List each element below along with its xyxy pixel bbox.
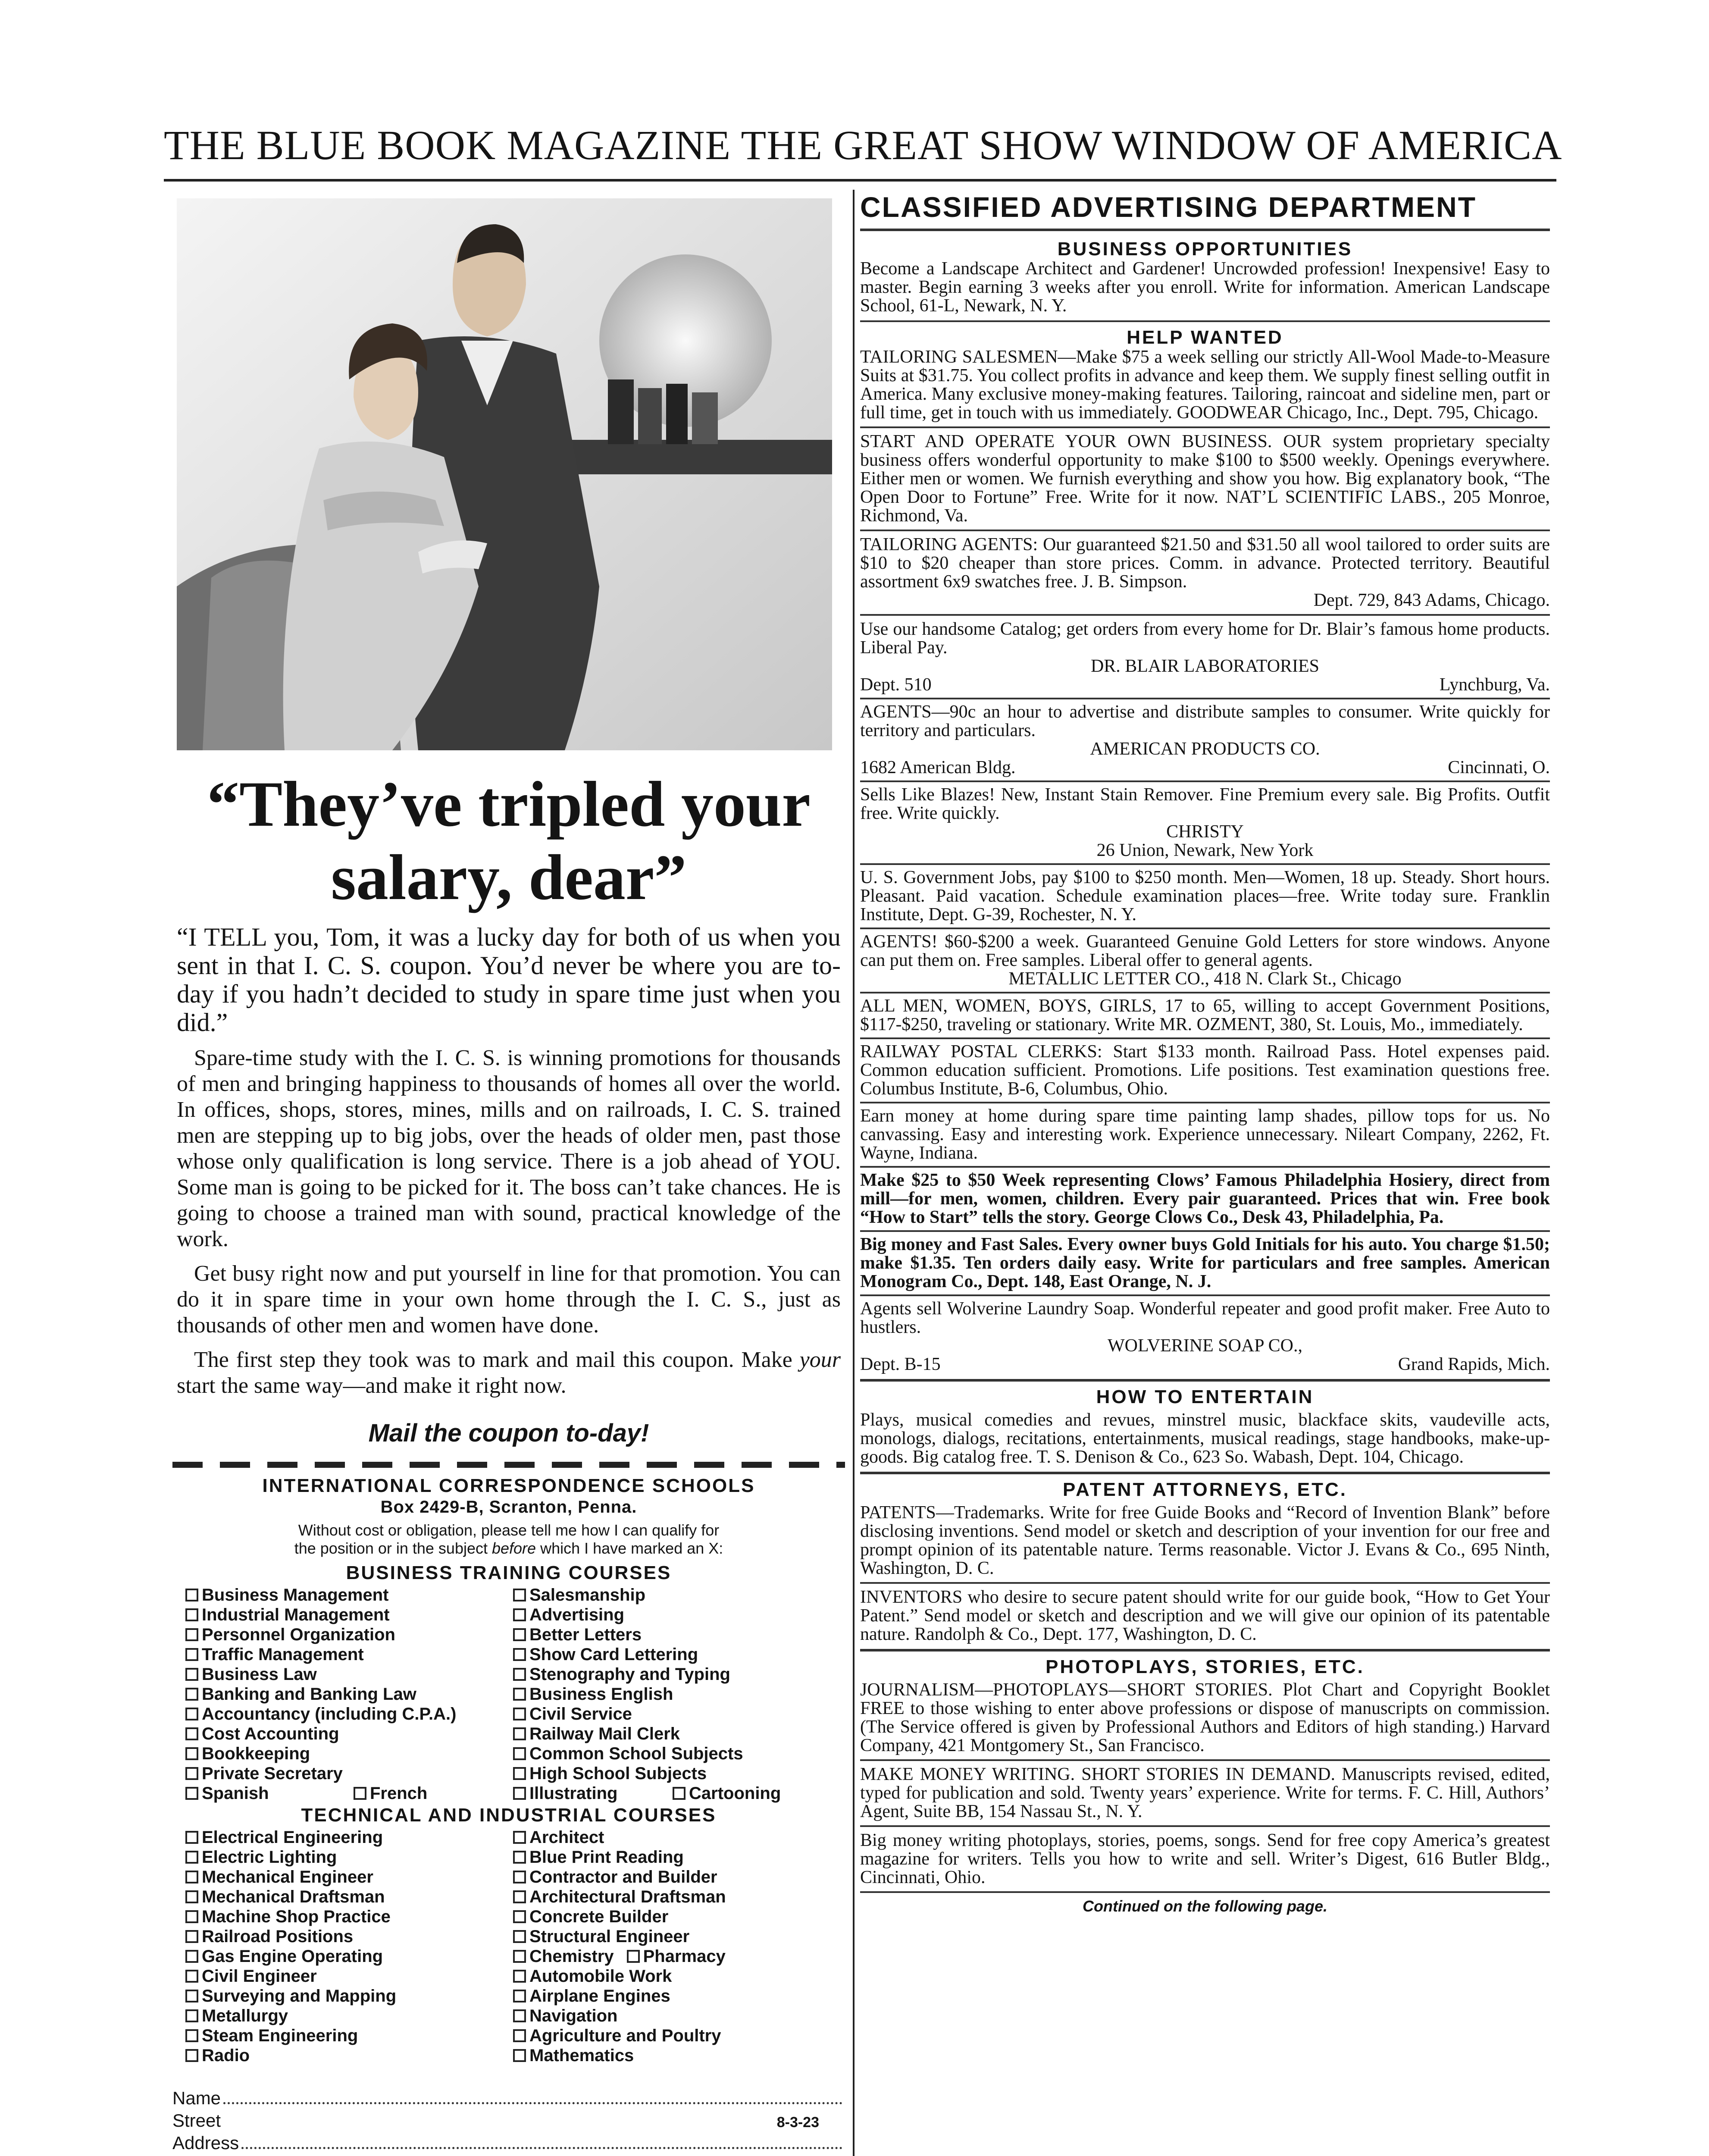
course-label: Mathematics [529,2046,634,2065]
ad-dr-blair-city: Lynchburg, Va. [1439,675,1550,695]
course-label: Business Law [202,1665,317,1684]
course-checkbox[interactable] [513,1847,832,1867]
ad-clows-hosiery: Make $25 to $50 Week representing Clows’ Famous Philadelphia Hosiery, direct from mill—for men, women, children. Every pair guaranteed. Prices that win. Free book “How to Start” tells the story. George Clows Co., Desk 43, Philadelphia, Pa. [860,1170,1550,1227]
course-label: Business Management [202,1586,389,1604]
classified-title: CLASSIFIED ADVERTISING DEPARTMENT [860,191,1477,223]
checkbox-box[interactable] [185,1787,198,1800]
intro-2b: before [491,1539,536,1557]
ad-rule [860,928,1550,929]
course-checkbox[interactable] [185,2046,513,2065]
coupon-code: 8-3-23 [776,2114,819,2131]
ad-dr-blair [860,620,1550,694]
ics-coupon [172,1475,845,2156]
course-checkbox[interactable] [185,1605,513,1625]
section-business-opportunities: BUSINESS OPPORTUNITIES [1057,238,1353,260]
ad-railway-postal: RAILWAY POSTAL CLERKS: Start $133 month. Railroad Pass. Hotel expenses paid. Common education sufficient. Promotions. Life positions. Test examination questions free. Columbus Institute, B-6, Columbus, Ohio. [860,1042,1550,1099]
checkbox-box[interactable] [185,2009,198,2022]
name-field[interactable] [172,2084,845,2109]
course-checkbox[interactable] [185,1827,513,1847]
ad-american-products-row [860,758,1550,777]
masthead: THE BLUE BOOK MAGAZINE THE GREAT SHOW WINDOW OF AMERICA [164,122,1562,168]
course-checkbox[interactable] [185,1966,513,1986]
ad-christy-addr: 26 Union, Newark, New York [1096,840,1314,860]
intro-line-2 [172,1539,845,1557]
coupon-intro [172,1521,845,1557]
course-label: Chemistry [529,1947,614,1966]
ad-rule [860,780,1550,782]
ad-rule [860,1825,1550,1827]
couple-illustration [177,198,832,750]
headline-line-1: “They’ve tripled your [207,768,811,840]
ad-rule [860,1759,1550,1761]
business-courses [172,1585,845,1783]
course-checkbox[interactable] [185,2006,513,2026]
ad-metallic-letter-text: AGENTS! $60-$200 a week. Guaranteed Genuine Gold Letters for store windows. Anyone can put them on. Free samples. Liberal offer to general agents. [860,932,1550,970]
ad-american-products-city: Cincinnati, O. [1448,758,1550,777]
title-rule [860,229,1550,231]
name-label: Name [172,2088,221,2108]
course-label: Civil Service [529,1705,632,1724]
course-label: Industrial Management [202,1605,390,1624]
business-courses-left [185,1585,513,1783]
ad-paragraph-2: Spare-time study with the I. C. S. is winning promotions for thousands of men and bringing happiness to thousands of homes all over the world. In offices, shops, stores, mines, mills and on railroads, I. C. S. trained men are stepping up to big jobs, over the heads of older men, past those whose only qualification is long service. There is a job ahead of YOU. Some man is going to be picked for it. The boss can’t take chances. He is going to choose a trained man with sound, practical knowledge of the work. [177,1046,841,1251]
couple-illustration-svg [177,198,832,750]
mail-coupon-line: Mail the coupon to-day! [368,1419,649,1447]
checkbox-box[interactable] [185,1851,198,1864]
checkbox-box[interactable] [513,2009,526,2022]
p4-end: start the same way—and make it right now. [177,1373,567,1398]
course-checkbox[interactable] [185,1645,513,1664]
ad-harvard: JOURNALISM—PHOTOPLAYS—SHORT STORIES. Plot Chart and Copyright Booklet FREE to those wishing to enter above professions or dispose of manuscripts on commission. (The Service offered is given by Professional Authors and Editors of high standing.) Harvard Company, 421 Montgomery St., San Francisco. [860,1680,1550,1755]
ad-rule [860,1294,1550,1296]
checkbox-box[interactable] [185,1871,198,1883]
checkbox-box[interactable] [513,1787,526,1800]
course-label: Banking and Banking Law [202,1685,416,1704]
ad-randolph: INVENTORS who desire to secure patent should write for our guide book, “How to Get Your Patent.” Send model or sketch and description and we will give our opinion of its patentable nature. Randolph & Co., Dept. 177, Washington, D. C. [860,1587,1550,1644]
course-label: Railroad Positions [202,1927,354,1946]
course-checkbox[interactable] [513,1907,832,1927]
course-label: Civil Engineer [202,1967,317,1986]
course-checkbox[interactable] [185,1907,513,1927]
technical-courses-right [513,1827,832,2065]
checkbox-label: Illustrating [529,1784,618,1803]
course-checkbox[interactable] [185,1625,513,1645]
technical-courses [172,1827,845,2065]
ad-landscape: Become a Landscape Architect and Gardener! Uncrowded profession! Inexpensive! Easy to master. Begin earning 3 weeks after you enroll. Write for information. American Landscape School, 61-L, Newark, N. Y. [860,259,1550,316]
checkbox-label: French [370,1784,428,1803]
ad-dr-blair-name: DR. BLAIR LABORATORIES [1090,656,1320,676]
course-label: Contractor and Builder [529,1868,717,1887]
checkbox-box[interactable] [513,1930,526,1943]
checkbox-box[interactable] [185,1950,198,1963]
checkbox-box[interactable] [185,1747,198,1760]
checkbox-box[interactable] [513,1871,526,1883]
ad-denison: Plays, musical comedies and revues, minstrel music, blackface skits, vaudeville acts, monologs, dialogs, recitations, entertainments, musical readings, stage handbooks, make-up-goods. Big catalog free. T. S. Denison & Co., 623 So. Wabash, Dept. 104, Chicago. [860,1410,1550,1467]
checkbox-box[interactable] [513,1727,526,1740]
checkbox-box[interactable] [513,1648,526,1661]
intro-line-1: Without cost or obligation, please tell me how I can qualify for [298,1521,720,1539]
address-line[interactable] [241,2147,842,2149]
course-label: Advertising [529,1605,625,1624]
checkbox-box[interactable] [513,1831,526,1844]
checkbox-box[interactable] [185,1688,198,1701]
ad-wolverine-soap [860,1300,1550,1374]
course-checkbox[interactable] [513,1887,832,1907]
business-courses-right [513,1585,832,1783]
street-field[interactable] [172,2109,845,2131]
street-label: Street [172,2110,221,2131]
ad-rule [860,530,1550,531]
course-checkbox[interactable] [185,1684,513,1704]
section-help-wanted: HELP WANTED [1127,327,1283,348]
checkbox-french[interactable] [354,1783,427,1803]
checkbox-box[interactable] [185,1628,198,1641]
checkbox-box[interactable] [513,1628,526,1641]
course-label: Show Card Lettering [529,1645,698,1664]
course-checkbox[interactable] [513,1966,832,1986]
checkbox-box[interactable] [185,2029,198,2042]
checkbox-box[interactable] [185,1831,198,1844]
ad-rule [860,614,1550,616]
ad-gold-initials: Big money and Fast Sales. Every owner buys Gold Initials for his auto. You charge $1.50; make $1.35. Ten orders daily easy. Write for particulars and free samples. American Monogram Co., Dept. 148, East Orange, N. J. [860,1235,1550,1291]
section-rule [860,1472,1550,1474]
ad-dr-blair-dept: Dept. 510 [860,675,932,695]
checkbox-box[interactable] [513,1608,526,1621]
course-label: Common School Subjects [529,1744,743,1763]
checkbox-box[interactable] [513,1890,526,1903]
course-checkbox[interactable] [513,1927,832,1946]
course-checkbox[interactable] [185,1704,513,1724]
ad-rule [860,426,1550,428]
course-label: Metallurgy [202,2006,288,2025]
ad-victor-evans: PATENTS—Trademarks. Write for free Guide Books and “Record of Invention Blank” before disclosing inventions. Send model or sketch and description of your invention for our free and prompt opinion of its patentable nature. Terms reasonable. Victor J. Evans & Co., 695 Ninth, Washington, D. C. [860,1503,1550,1578]
checkbox-box[interactable] [513,1990,526,2002]
ad-christy-name: CHRISTY [1166,822,1244,842]
technical-courses-heading: TECHNICAL AND INDUSTRIAL COURSES [301,1805,717,1826]
course-label: Business English [529,1685,673,1704]
ad-lamp-shades: Earn money at home during spare time painting lamp shades, pillow tops for us. No canvassing. Easy and interesting work. Experience unnecessary. Nileart Company, 2262, Ft. Wayne, Indiana. [860,1106,1550,1163]
course-checkbox[interactable] [185,1724,513,1744]
course-label: Traffic Management [202,1645,364,1664]
course-checkbox[interactable] [185,1744,513,1764]
course-checkbox[interactable] [185,2026,513,2046]
course-checkbox[interactable] [513,1684,832,1704]
ad-rule [860,1166,1550,1168]
intro-2a: the position or in the subject [294,1539,492,1557]
business-courses-heading: BUSINESS TRAINING COURSES [346,1562,672,1583]
classified-column [860,185,1550,1915]
ad-paragraph-1: “I TELL you, Tom, it was a lucky day for both of us when you sent in that I. C. S. coupon. You’d never be where you are to-day if you hadn’t decided to study in spare time just when you did.” [177,923,841,1037]
checkbox-box[interactable] [513,1851,526,1864]
checkbox-box[interactable] [185,1890,198,1903]
ad-tailoring-agents [860,536,1550,610]
checkbox-box[interactable] [185,1767,198,1780]
school-name: INTERNATIONAL CORRESPONDENCE SCHOOLS [262,1475,755,1496]
checkbox-box[interactable] [185,1930,198,1943]
course-checkbox[interactable] [185,1764,513,1783]
checkbox-box[interactable] [185,1648,198,1661]
course-checkbox[interactable] [185,1986,513,2006]
course-checkbox[interactable] [513,2006,832,2026]
checkbox-box[interactable] [513,2029,526,2042]
section-photoplays: PHOTOPLAYS, STORIES, ETC. [1045,1656,1365,1677]
ad-rule [860,698,1550,699]
checkbox-box[interactable] [513,1970,526,1983]
checkbox-box[interactable] [185,1708,198,1720]
course-checkbox[interactable] [185,1867,513,1887]
address-label: Address [172,2133,239,2153]
checkbox-box[interactable] [185,1990,198,2002]
ad-headline [172,768,845,914]
course-label: Pharmacy [643,1947,726,1966]
checkbox-label: Spanish [202,1784,269,1803]
course-label: Architectural Draftsman [529,1887,726,1906]
course-checkbox[interactable] [185,1847,513,1867]
checkbox-spanish[interactable] [185,1783,354,1803]
course-label: Gas Engine Operating [202,1947,383,1966]
checkbox-box[interactable] [627,1950,640,1963]
coupon-cut-line [172,1462,845,1468]
ad-dr-blair-row [860,676,1550,694]
ad-wolverine-city: Grand Rapids, Mich. [1398,1354,1550,1374]
course-label: Electrical Engineering [202,1828,383,1847]
checkbox-box[interactable] [513,1747,526,1760]
ad-american-products-name: AMERICAN PRODUCTS CO. [1090,739,1320,759]
course-checkbox[interactable] [513,1724,832,1744]
column-divider [853,190,854,2156]
ad-paragraph-4 [177,1347,841,1399]
course-checkbox[interactable] [513,1625,832,1645]
ad-dr-blair-text: Use our handsome Catalog; get orders from every home for Dr. Blair’s famous home products. Liberal Pay. [860,619,1550,658]
ad-wolverine-name: WOLVERINE SOAP CO., [1108,1336,1302,1356]
section-how-to-entertain: HOW TO ENTERTAIN [1096,1386,1314,1407]
ad-wolverine-dept: Dept. B-15 [860,1354,941,1374]
course-label: Radio [202,2046,250,2065]
p4-emphasis: your [799,1348,841,1372]
ad-rule [860,1102,1550,1103]
course-checkbox[interactable] [513,1704,832,1724]
ad-metallic-letter [860,933,1550,988]
course-checkbox[interactable] [513,2046,832,2065]
course-label: Navigation [529,2006,618,2025]
checkbox-box[interactable] [513,1767,526,1780]
checkbox-box[interactable] [185,1727,198,1740]
section-rule [860,1649,1550,1651]
course-checkbox[interactable] [513,1585,832,1605]
ad-rule [860,992,1550,993]
course-label: Agriculture and Poultry [529,2026,721,2045]
masthead-rule [164,179,1556,182]
ad-wolverine-text: Agents sell Wolverine Laundry Soap. Wonderful repeater and good profit maker. Free Auto to hustlers. [860,1299,1550,1337]
checkbox-box[interactable] [513,1950,526,1963]
checkbox-label: Cartooning [689,1784,781,1803]
school-address: Box 2429-B, Scranton, Penna. [380,1498,637,1517]
intro-2c: which I have marked an X: [536,1539,723,1557]
course-label: Railway Mail Clerk [529,1724,680,1743]
course-checkbox[interactable] [513,2026,832,2046]
course-checkbox[interactable] [513,1605,832,1625]
course-label: Stenography and Typing [529,1665,730,1684]
course-checkbox[interactable] [513,1986,832,2006]
headline-line-2: salary, dear” [331,842,687,913]
course-label: Airplane Engines [529,1987,670,2006]
name-line[interactable] [223,2102,842,2104]
course-label: High School Subjects [529,1764,707,1783]
checkbox-box[interactable] [354,1787,366,1800]
section-rule [860,1379,1550,1382]
course-label: Accountancy (including C.P.A.) [202,1705,457,1724]
checkbox-illustrating[interactable] [513,1783,673,1803]
ad-rule [860,1037,1550,1039]
city-state-field[interactable] [172,2153,845,2156]
checkbox-box[interactable] [185,1668,198,1681]
course-label: Electric Lighting [202,1848,337,1867]
course-label: Steam Engineering [202,2026,358,2045]
ad-tailoring-salesmen: TAILORING SALESMEN—Make $75 a week selling our strictly All-Wool Made-to-Measure Suits at $31.75. You collect profits in advance and keep them. We supply finest selling outfit in America. Many exclusive money-making features. Tailoring, raincoat and sideline men, part or full time, get in touch with us immediately. GOODWEAR Chicago, Inc., Dept. 795, Chicago. [860,347,1550,423]
language-left [185,1783,513,1803]
ad-christy-text: Sells Like Blazes! New, Instant Stain Remover. Fine Premium every sale. Big Profits. Outfit free. Write quickly. [860,785,1550,823]
course-label: Cost Accounting [202,1724,339,1743]
course-label: Concrete Builder [529,1907,669,1926]
ad-writers-digest: Big money writing photoplays, stories, poems, songs. Send for free copy America’s greatest magazine for writers. Tells you how to write and sell. Writer’s Digest, 616 Butler Bldg., Cincinnati, Ohio. [860,1830,1550,1887]
course-label: Mechanical Engineer [202,1868,373,1887]
ad-tailoring-agents-dept: Dept. 729, 843 Adams, Chicago. [1313,590,1550,610]
course-label: Blue Print Reading [529,1848,684,1867]
ad-rule [860,1230,1550,1232]
ad-american-products [860,703,1550,777]
address-field[interactable] [172,2131,845,2153]
technical-courses-left [185,1827,513,2065]
course-label: Bookkeeping [202,1744,310,1763]
section-patent-attorneys: PATENT ATTORNEYS, ETC. [1062,1479,1348,1500]
checkbox-box[interactable] [673,1787,685,1800]
course-label: Structural Engineer [529,1927,690,1946]
course-label: Machine Shop Practice [202,1907,391,1926]
checkbox-box[interactable] [185,1970,198,1983]
ad-christy [860,786,1550,860]
ad-rule [860,863,1550,865]
checkbox-box[interactable] [185,1910,198,1923]
course-checkbox[interactable] [185,1927,513,1946]
continued-note: Continued on the following page. [1083,1897,1327,1915]
course-checkbox[interactable] [513,1764,832,1783]
course-label: Surveying and Mapping [202,1987,397,2006]
checkbox-box[interactable] [513,2049,526,2062]
course-label: Salesmanship [529,1586,646,1604]
checkbox-box[interactable] [513,1688,526,1701]
ad-wolverine-row [860,1355,1550,1374]
course-label: Better Letters [529,1625,642,1644]
course-checkbox[interactable] [185,1946,513,1966]
course-label: Mechanical Draftsman [202,1887,385,1906]
ad-paragraph-3: Get busy right now and put yourself in line for that promotion. You can do it in spare time in your own home through the I. C. S., just as thousands of other men and women have done. [177,1261,841,1338]
checkbox-box[interactable] [513,1668,526,1681]
ad-american-products-text: AGENTS—90c an hour to advertise and distribute samples to consumer. Write quickly for territory and particulars. [860,702,1550,740]
p4-start: The first step they took was to mark and mail this coupon. Make [194,1348,800,1372]
course-checkbox[interactable] [513,1946,832,1966]
ad-rule [860,1582,1550,1584]
ad-fc-hill: MAKE MONEY WRITING. SHORT STORIES IN DEMAND. Manuscripts revised, edited, typed for publication and sold. Twenty years’ experience. Write for terms. F. C. Hill, Authors’ Agent, Suite BB, 154 Nassau St., N. Y. [860,1764,1550,1821]
course-checkbox[interactable] [513,1867,832,1887]
course-checkbox[interactable] [513,1744,832,1764]
checkbox-box[interactable] [185,2049,198,2062]
course-checkbox[interactable] [185,1585,513,1605]
course-checkbox[interactable] [513,1664,832,1684]
course-checkbox[interactable] [513,1827,832,1847]
course-label: Private Secretary [202,1764,343,1783]
coupon-fields [172,2084,845,2156]
course-checkbox[interactable] [185,1887,513,1907]
checkbox-cartooning[interactable] [673,1783,781,1803]
ad-rule [860,1891,1550,1893]
ad-government-jobs: U. S. Government Jobs, pay $100 to $250 month. Men—Women, 18 up. Steady. Short hours. Pleasant. Paid vacation. Schedule examination places—free. Write today sure. Franklin Institute, Dept. G-39, Rochester, N. Y. [860,868,1550,924]
ad-government-positions: ALL MEN, WOMEN, BOYS, GIRLS, 17 to 65, willing to accept Government Positions, $117-$250, traveling or stationary. Write MR. OZMENT, 380, St. Louis, Mo., immediately. [860,996,1550,1034]
checkbox-box[interactable] [185,1608,198,1621]
language-row [172,1783,845,1803]
course-label: Automobile Work [529,1967,672,1986]
checkbox-box[interactable] [513,1589,526,1601]
checkbox-box[interactable] [513,1708,526,1720]
course-label: Architect [529,1828,604,1847]
ad-own-business: START AND OPERATE YOUR OWN BUSINESS. OUR system proprietary specialty business offers wonderful opportunity to make $100 to $500 weekly. Openings everywhere. Either men or women. We furnish everything and show you how. Big explanatory book, “The Open Door to Fortune” Free. Write for it now. NAT’L SCIENTIFIC LABS., 205 Monroe, Richmond, Va. [860,432,1550,526]
section-rule [860,320,1550,322]
checkbox-box[interactable] [513,1910,526,1923]
course-label: Personnel Organization [202,1625,395,1644]
course-checkbox[interactable] [185,1664,513,1684]
ad-metallic-letter-name: METALLIC LETTER CO., 418 N. Clark St., Chicago [1008,969,1402,989]
ad-body [177,923,841,1399]
ad-tailoring-agents-text: TAILORING AGENTS: Our guaranteed $21.50 and $31.50 all wool tailored to order suits are $10 to $20 cheaper than store prices. Comm. in advance. Protected territory. Beautiful assortment 6x9 swatches free. J. B. Simpson. [860,535,1550,592]
checkbox-box[interactable] [185,1589,198,1601]
ad-american-products-addr: 1682 American Bldg. [860,758,1016,777]
illustrating-row [513,1783,832,1803]
course-checkbox[interactable] [513,1645,832,1664]
